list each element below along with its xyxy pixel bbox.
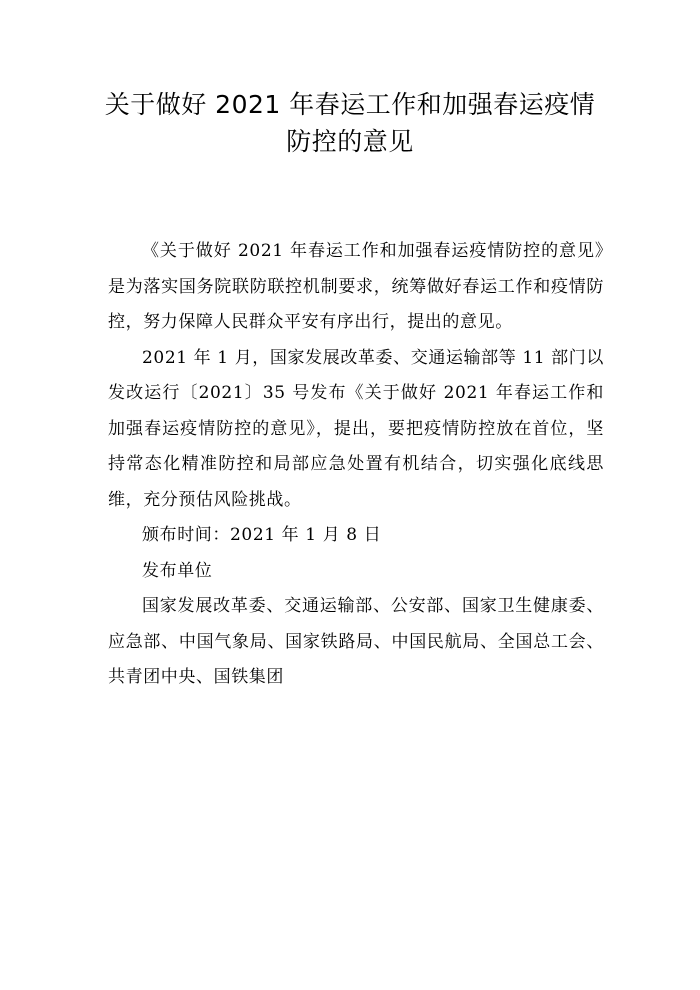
document-title-line-2: 防控的意见 [286, 127, 414, 156]
paragraph-issue-date: 颁布时间：2021 年 1 月 8 日 [142, 525, 382, 545]
paragraph-release: 2021 年 1 月，国家发展改革委、交通运输部等 11 部门以发改运行〔2021〕35 号发布《关于做好 2021 年春运工作和加强春运疫情防控的意见》，提出，要把疫情防控放在首位，坚持常态化精准防控和局部应急处置有机结合，切实强化底线思维，充分预估风险挑战。 [108, 347, 604, 510]
document-title-line-1: 关于做好 2021 年春运工作和加强春运疫情 [104, 90, 596, 119]
paragraph-issuer-heading: 发布单位 [142, 560, 213, 581]
paragraph-issuers: 国家发展改革委、交通运输部、公安部、国家卫生健康委、应急部、中国气象局、国家铁路局、中国民航局、全国总工会、共青团中央、国铁集团 [108, 596, 604, 687]
paragraph-intro: 《关于做好 2021 年春运工作和加强春运疫情防控的意见》是为落实国务院联防联控机制要求，统筹做好春运工作和疫情防控，努力保障人民群众平安有序出行，提出的意见。 [108, 241, 604, 332]
document-body [108, 234, 604, 696]
